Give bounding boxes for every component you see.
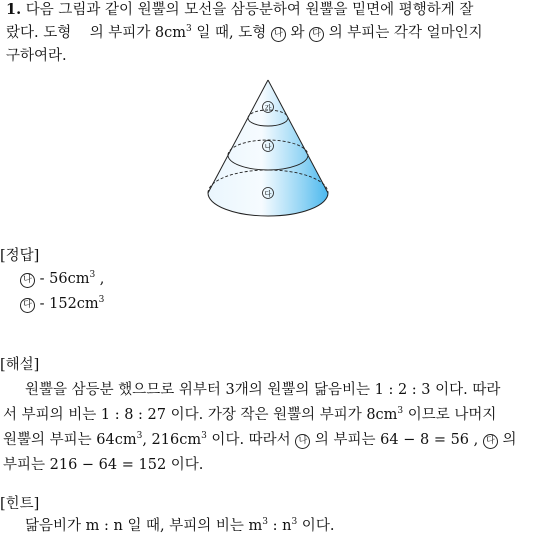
hint-text: : n: [268, 518, 292, 534]
answer-value-2: - 152cm: [35, 296, 99, 312]
circled-label-c: 다: [483, 434, 498, 449]
exponent: 3: [89, 270, 96, 280]
explanation-text: 의 부피는 64 − 8 = 56 ,: [314, 432, 479, 448]
exponent: 3: [98, 295, 105, 305]
question-text-1: 다음 그림과 같이 원뿔의 모선을 삼등분하여 원뿔을 밑면에 평행하게 잘: [25, 2, 474, 18]
answer-item-1: [20, 269, 104, 289]
question-text-2a: 랐다. 도형: [6, 25, 72, 41]
hint-text: 닮음비가 m : n 일 때, 부피의 비는 m: [25, 518, 263, 534]
answer-item-2: [20, 294, 104, 314]
svg-text:나: 나: [264, 143, 272, 151]
question-text-2c: 일 때, 도형: [196, 25, 267, 41]
cone-figure: [198, 78, 338, 223]
exponent: 3: [201, 431, 207, 441]
circled-label-b: 나: [20, 273, 35, 288]
exponent: 3: [186, 24, 192, 34]
circled-label-b: 나: [295, 434, 310, 449]
explanation-line-3: [3, 430, 516, 450]
hint-heading: [힌트]: [0, 496, 40, 512]
question-line-1: [6, 0, 473, 20]
answer-separator: ,: [95, 271, 105, 287]
exponent: 3: [291, 517, 298, 527]
circled-label-c: 다: [20, 298, 35, 313]
explanation-text: , 216cm: [142, 432, 202, 448]
exponent: 3: [262, 517, 269, 527]
exponent: 3: [136, 431, 143, 441]
answer-heading: [정답]: [0, 248, 40, 264]
exponent: 3: [397, 406, 404, 416]
question-line-3: [6, 46, 67, 66]
question-number: 1.: [6, 1, 22, 18]
question-text-2d: 와: [290, 25, 305, 41]
circled-label-c: 다: [309, 27, 324, 42]
explanation-text: 원뿔의 부피는 64cm: [3, 432, 137, 448]
explanation-heading: [해설]: [0, 357, 40, 373]
explanation-text: 이므로 나머지: [403, 407, 497, 423]
explanation-text: 의: [502, 432, 517, 448]
svg-text:가: 가: [264, 104, 272, 112]
question-text-2b: 의 부피가 8cm: [89, 25, 187, 41]
explanation-line-2: [3, 405, 496, 425]
explanation-line-4: 부피는 216 − 64 = 152 이다.: [3, 457, 204, 473]
question-text-2e: 의 부피는 각각 얼마인지: [328, 25, 483, 41]
explanation-line-1: 원뿔을 삼등분 했으므로 위부터 3개의 원뿔의 닮음비는 1 : 2 : 3 이다. 따라: [25, 382, 501, 398]
hint-text: 이다.: [297, 518, 335, 534]
hint-line: [25, 516, 334, 536]
answer-value-1: - 56cm: [35, 271, 90, 287]
svg-text:다: 다: [264, 190, 272, 198]
explanation-text: 이다. 따라서: [206, 432, 291, 448]
explanation-text: 서 부피의 비는 1 : 8 : 27 이다. 가장 작은 원뿔의 부피가 8cm: [3, 407, 398, 423]
question-line-2: [6, 23, 483, 43]
question-text-3: 구하여라.: [6, 48, 67, 64]
circled-label-b: 나: [271, 27, 286, 42]
